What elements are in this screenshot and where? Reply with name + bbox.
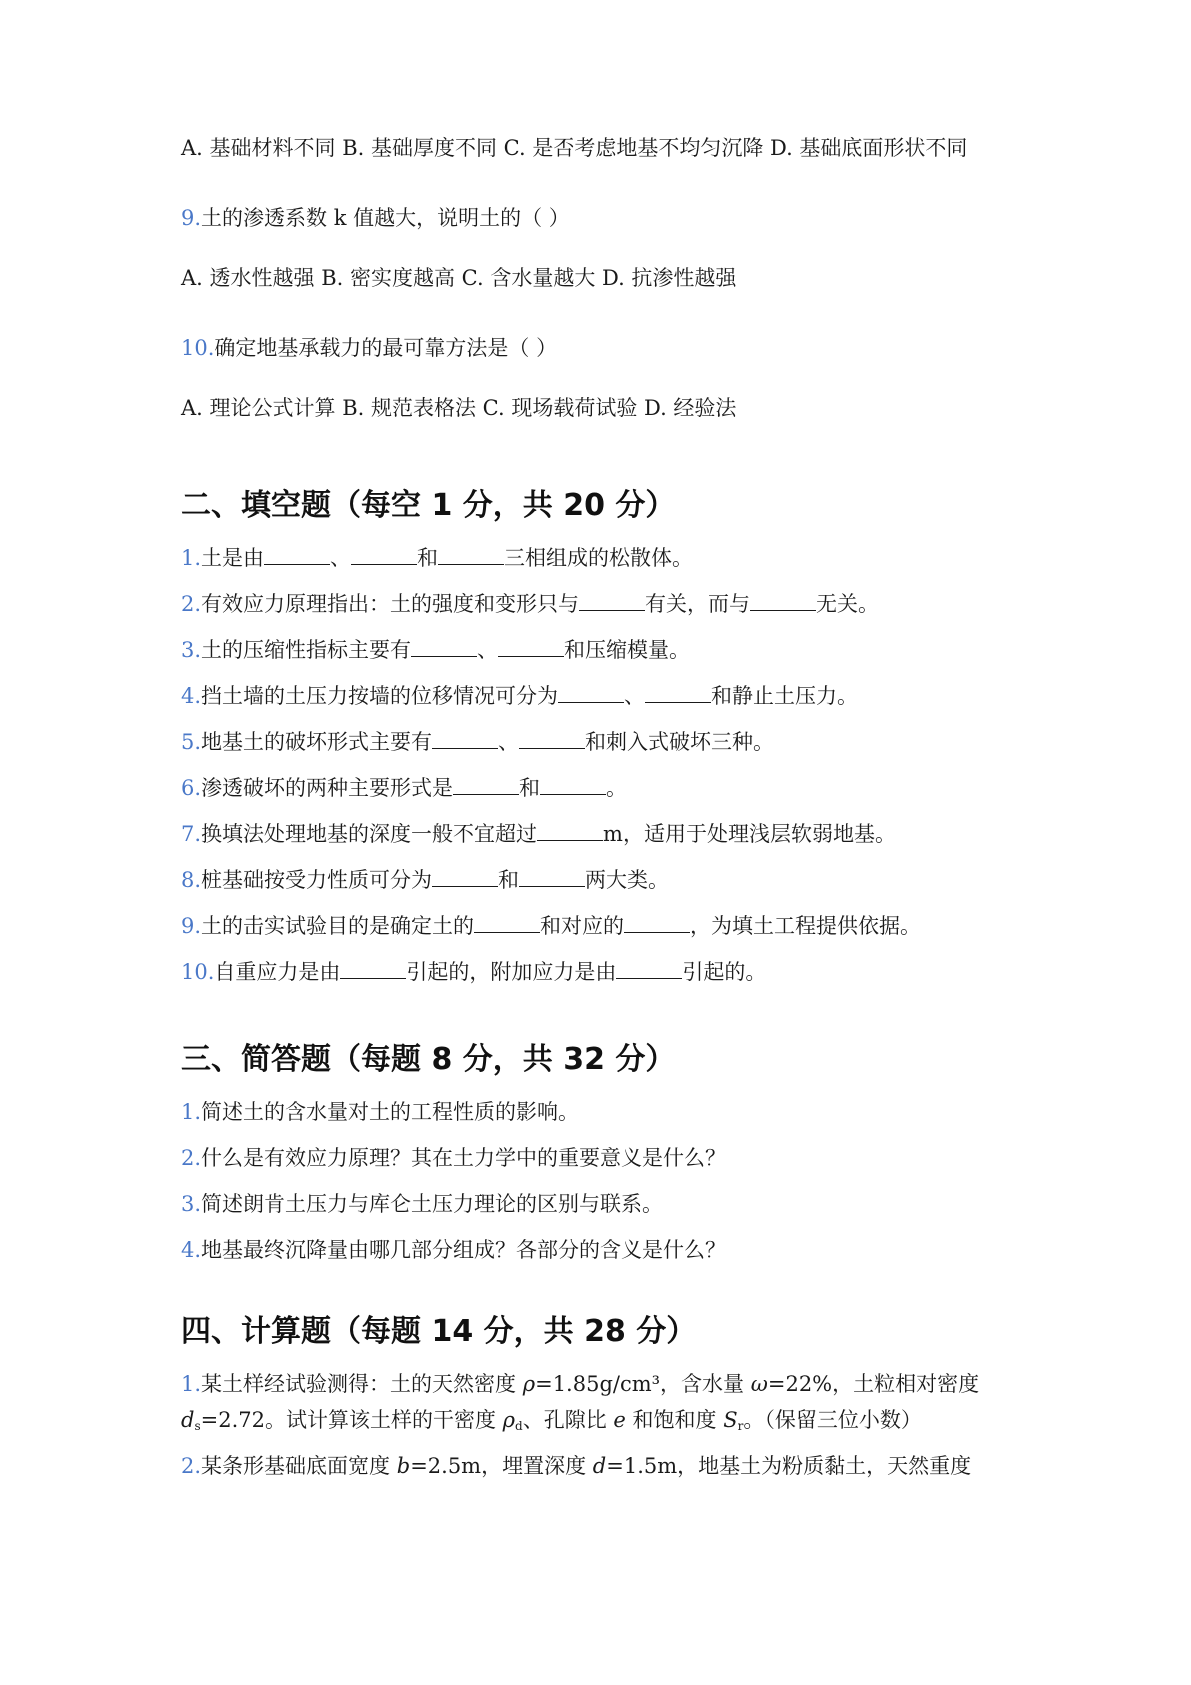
text-segment: 换填法处理地基的深度一般不宜超过 (201, 822, 538, 846)
text-segment: ，为填土工程提供依据。 (690, 914, 922, 938)
question-number: 5. (181, 730, 202, 754)
question-text: 地基最终沉降量由哪几部分组成？各部分的含义是什么？ (201, 1238, 727, 1262)
blank (498, 636, 564, 657)
text-segment: 和刺入式破坏三种。 (585, 730, 775, 754)
short-q2 (181, 1143, 726, 1173)
question-text: 什么是有效应力原理？其在土力学中的重要意义是什么？ (201, 1146, 727, 1170)
blank (579, 590, 645, 611)
text-segment: 、 (624, 684, 646, 708)
text-segment: m，适用于处理浅层软弱地基。 (603, 822, 896, 846)
text-segment: 自重应力是由 (214, 960, 341, 984)
text-segment: 引起的。 (682, 960, 767, 984)
text-segment: 三相组成的松散体。 (504, 546, 694, 570)
fill-q3 (181, 635, 690, 665)
symbol-b: b (396, 1454, 411, 1478)
text-segment: 有关，而与 (645, 592, 751, 616)
short-q4 (181, 1235, 726, 1265)
fill-q4 (181, 681, 858, 711)
fill-q8 (181, 865, 669, 895)
calc-q1-line1 (181, 1369, 979, 1399)
subscript: d (515, 1419, 523, 1433)
choice-q9 (181, 203, 570, 233)
text-segment: 、孔隙比 (522, 1408, 614, 1432)
text-segment: 和压缩模量。 (564, 638, 691, 662)
text-segment: 土是由 (201, 546, 265, 570)
text-segment: 无关。 (816, 592, 880, 616)
question-text: 确定地基承载力的最可靠方法是（ ） (214, 336, 558, 360)
question-number: 3. (181, 638, 202, 662)
blank (453, 774, 519, 795)
subscript: r (737, 1419, 744, 1433)
text-segment: 桩基础按受力性质可分为 (201, 868, 433, 892)
short-q1 (181, 1097, 579, 1127)
text-segment: 和 (417, 546, 439, 570)
blank (432, 728, 498, 749)
question-number: 6. (181, 776, 202, 800)
fill-q7 (181, 819, 896, 849)
symbol-rho-d: ρ (502, 1408, 516, 1432)
symbol-e: e (613, 1408, 626, 1432)
blank (750, 590, 816, 611)
question-number: 2. (181, 592, 202, 616)
fill-q6 (181, 773, 627, 803)
text-segment: 某土样经试验测得：土的天然密度 (201, 1372, 523, 1396)
question-number: 2. (181, 1146, 202, 1170)
text-segment: 和 (519, 776, 541, 800)
symbol-d: d (592, 1454, 607, 1478)
blank (519, 728, 585, 749)
question-text: 简述朗肯土压力与库仑土压力理论的区别与联系。 (201, 1192, 664, 1216)
question-number: 4. (181, 1238, 202, 1262)
blank (264, 544, 330, 565)
calc-q1-line2 (181, 1405, 922, 1435)
fill-q2 (181, 589, 879, 619)
text-segment: 、 (498, 730, 520, 754)
question-number: 10. (181, 336, 215, 360)
text-segment: 土的压缩性指标主要有 (201, 638, 412, 662)
text-segment: 地基土的破坏形式主要有 (201, 730, 433, 754)
choice-q10 (181, 333, 557, 363)
question-number: 3. (181, 1192, 202, 1216)
question-number: 9. (181, 914, 202, 938)
question-number: 8. (181, 868, 202, 892)
blank (645, 682, 711, 703)
fill-q5 (181, 727, 774, 757)
blank (624, 912, 690, 933)
blank (340, 958, 406, 979)
calc-q2-line1 (181, 1451, 971, 1481)
text-segment: =1.85g/cm³，含水量 (535, 1372, 751, 1396)
text-segment: =2.72。试计算该土样的干密度 (200, 1408, 503, 1432)
short-q3 (181, 1189, 663, 1219)
text-segment: 某条形基础底面宽度 (201, 1454, 397, 1478)
section-heading-short: 三、简答题（每题 8 分，共 32 分） (181, 1042, 676, 1077)
text-segment: 。（保留三位小数） (743, 1408, 922, 1432)
fill-q9 (181, 911, 921, 941)
text-segment: 和对应的 (540, 914, 625, 938)
symbol-ds: d (181, 1408, 195, 1432)
blank (474, 912, 540, 933)
text-segment: 渗透破坏的两种主要形式是 (201, 776, 454, 800)
question-number: 2. (181, 1454, 202, 1478)
blank (438, 544, 504, 565)
blank (519, 866, 585, 887)
symbol-rho: ρ (522, 1372, 536, 1396)
text-segment: 和饱和度 (625, 1408, 724, 1432)
blank (540, 774, 606, 795)
question-number: 1. (181, 1100, 202, 1124)
question-number: 4. (181, 684, 202, 708)
blank (351, 544, 417, 565)
subscript: s (194, 1419, 201, 1433)
text-segment: 两大类。 (585, 868, 670, 892)
question-number: 10. (181, 960, 215, 984)
text-segment: 和静止土压力。 (711, 684, 859, 708)
section-heading-calc: 四、计算题（每题 14 分，共 28 分） (181, 1314, 697, 1349)
text-segment: =1.5m，地基土为粉质黏土，天然重度 (606, 1454, 972, 1478)
blank (432, 866, 498, 887)
choice-q8-options: A. 基础材料不同 B. 基础厚度不同 C. 是否考虑地基不均匀沉降 D. 基础底面形状不同 (181, 136, 968, 160)
choice-q9-options: A. 透水性越强 B. 密实度越高 C. 含水量越大 D. 抗渗性越强 (181, 266, 737, 290)
text-segment: 、 (477, 638, 499, 662)
question-number: 7. (181, 822, 202, 846)
text-segment: =22%，土粒相对密度 (767, 1372, 980, 1396)
blank (558, 682, 624, 703)
question-text: 简述土的含水量对土的工程性质的影响。 (201, 1100, 580, 1124)
symbol-sr: S (723, 1408, 738, 1432)
question-number: 1. (181, 1372, 202, 1396)
text-segment: 、 (330, 546, 352, 570)
text-segment: 挡土墙的土压力按墙的位移情况可分为 (201, 684, 559, 708)
section-heading-fill: 二、填空题（每空 1 分，共 20 分） (181, 488, 676, 523)
text-segment: 引起的，附加应力是由 (406, 960, 617, 984)
text-segment: =2.5m，埋置深度 (410, 1454, 593, 1478)
blank (411, 636, 477, 657)
fill-q1 (181, 543, 693, 573)
blank (616, 958, 682, 979)
text-segment: 土的击实试验目的是确定土的 (201, 914, 475, 938)
question-number: 1. (181, 546, 202, 570)
fill-q10 (181, 957, 766, 987)
blank (537, 820, 603, 841)
symbol-omega: ω (750, 1372, 768, 1396)
text-segment: 有效应力原理指出：土的强度和变形只与 (201, 592, 580, 616)
question-number: 9. (181, 206, 202, 230)
choice-q10-options: A. 理论公式计算 B. 规范表格法 C. 现场载荷试验 D. 经验法 (181, 396, 737, 420)
text-segment: 和 (498, 868, 520, 892)
question-text: 土的渗透系数 k 值越大，说明土的（ ） (201, 206, 570, 230)
text-segment: 。 (606, 776, 628, 800)
